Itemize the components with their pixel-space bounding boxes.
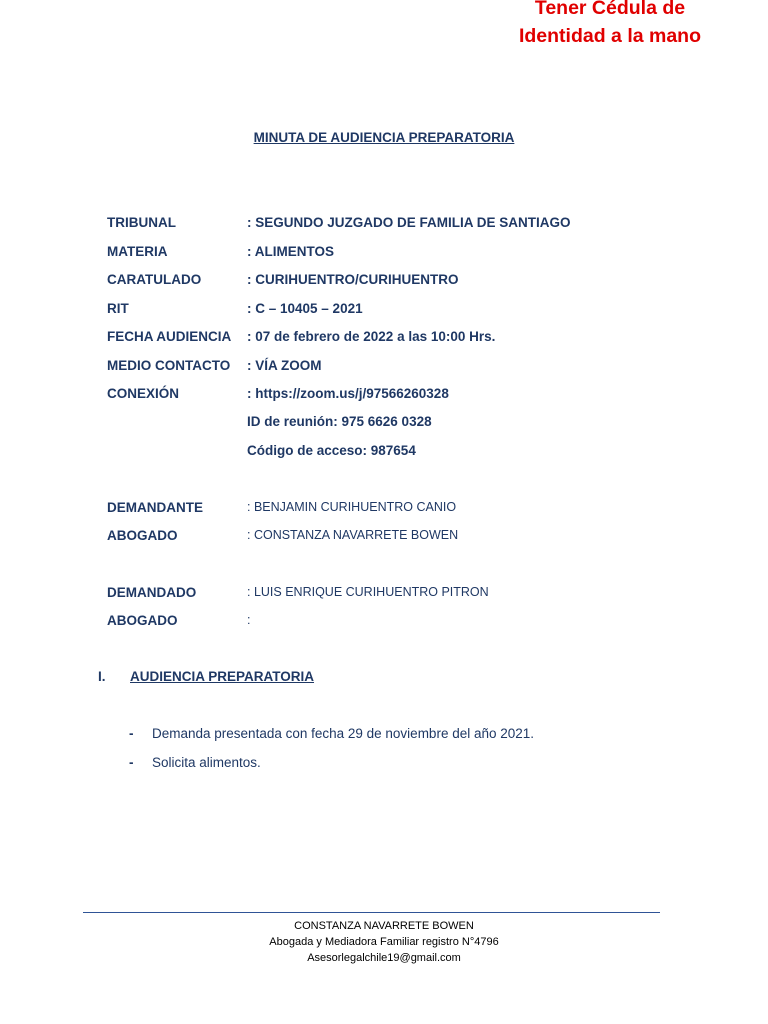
footer-email[interactable]: Asesorlegalchile19@gmail.com [307,952,461,964]
detail-value: : SEGUNDO JUZGADO DE FAMILIA DE SANTIAGO [247,215,571,230]
bullet-text: Demanda presentada con fecha 29 de noviembre del año 2021. [152,726,535,741]
footer [0,918,768,966]
detail-label: CARATULADO [107,272,202,287]
section-title: AUDIENCIA PREPARATORIA [130,669,315,684]
footer-name: CONSTANZA NAVARRETE BOWEN [294,920,474,932]
bullet-dash: - [129,726,134,741]
footer-role: Abogada y Mediadora Familiar registro N°4796 [269,936,499,948]
detail-value: : C – 10405 – 2021 [247,301,363,316]
defendant-label: DEMANDADO [107,585,197,600]
detail-value: : 07 de febrero de 2022 a las 10:00 Hrs. [247,329,496,344]
bullet-text: Solicita alimentos. [152,755,261,770]
document-title: MINUTA DE AUDIENCIA PREPARATORIA [253,130,515,145]
plaintiff-value: : BENJAMIN CURIHUENTRO CANIO [247,500,457,514]
zoom-link[interactable]: : https://zoom.us/j/97566260328 [247,386,449,401]
detail-label: RIT [107,301,129,316]
notice-line-2: Identidad a la mano [518,25,702,47]
footer-divider [83,912,660,913]
detail-label: MEDIO CONTACTO [107,358,231,373]
section-number: I. [98,669,106,684]
meeting-id: ID de reunión: 975 6626 0328 [247,414,432,429]
detail-label: TRIBUNAL [107,215,176,230]
detail-value: : VÍA ZOOM [247,358,322,373]
plaintiff-label: DEMANDANTE [107,500,203,515]
defendant-lawyer-value: : [247,613,251,627]
plaintiff-lawyer-label: ABOGADO [107,528,178,543]
id-card-notice [505,0,715,50]
detail-value: : CURIHUENTRO/CURIHUENTRO [247,272,459,287]
detail-label: CONEXIÓN [107,386,180,401]
detail-label: MATERIA [107,244,168,259]
bullet-dash: - [129,755,134,770]
meeting-access-code: Código de acceso: 987654 [247,443,416,458]
defendant-lawyer-label: ABOGADO [107,613,178,628]
notice-line-1: Tener Cédula de [534,0,686,19]
detail-label: FECHA AUDIENCIA [107,329,232,344]
detail-value: : ALIMENTOS [247,244,334,259]
plaintiff-lawyer-value: : CONSTANZA NAVARRETE BOWEN [247,528,459,542]
defendant-value: : LUIS ENRIQUE CURIHUENTRO PITRON [247,585,489,599]
